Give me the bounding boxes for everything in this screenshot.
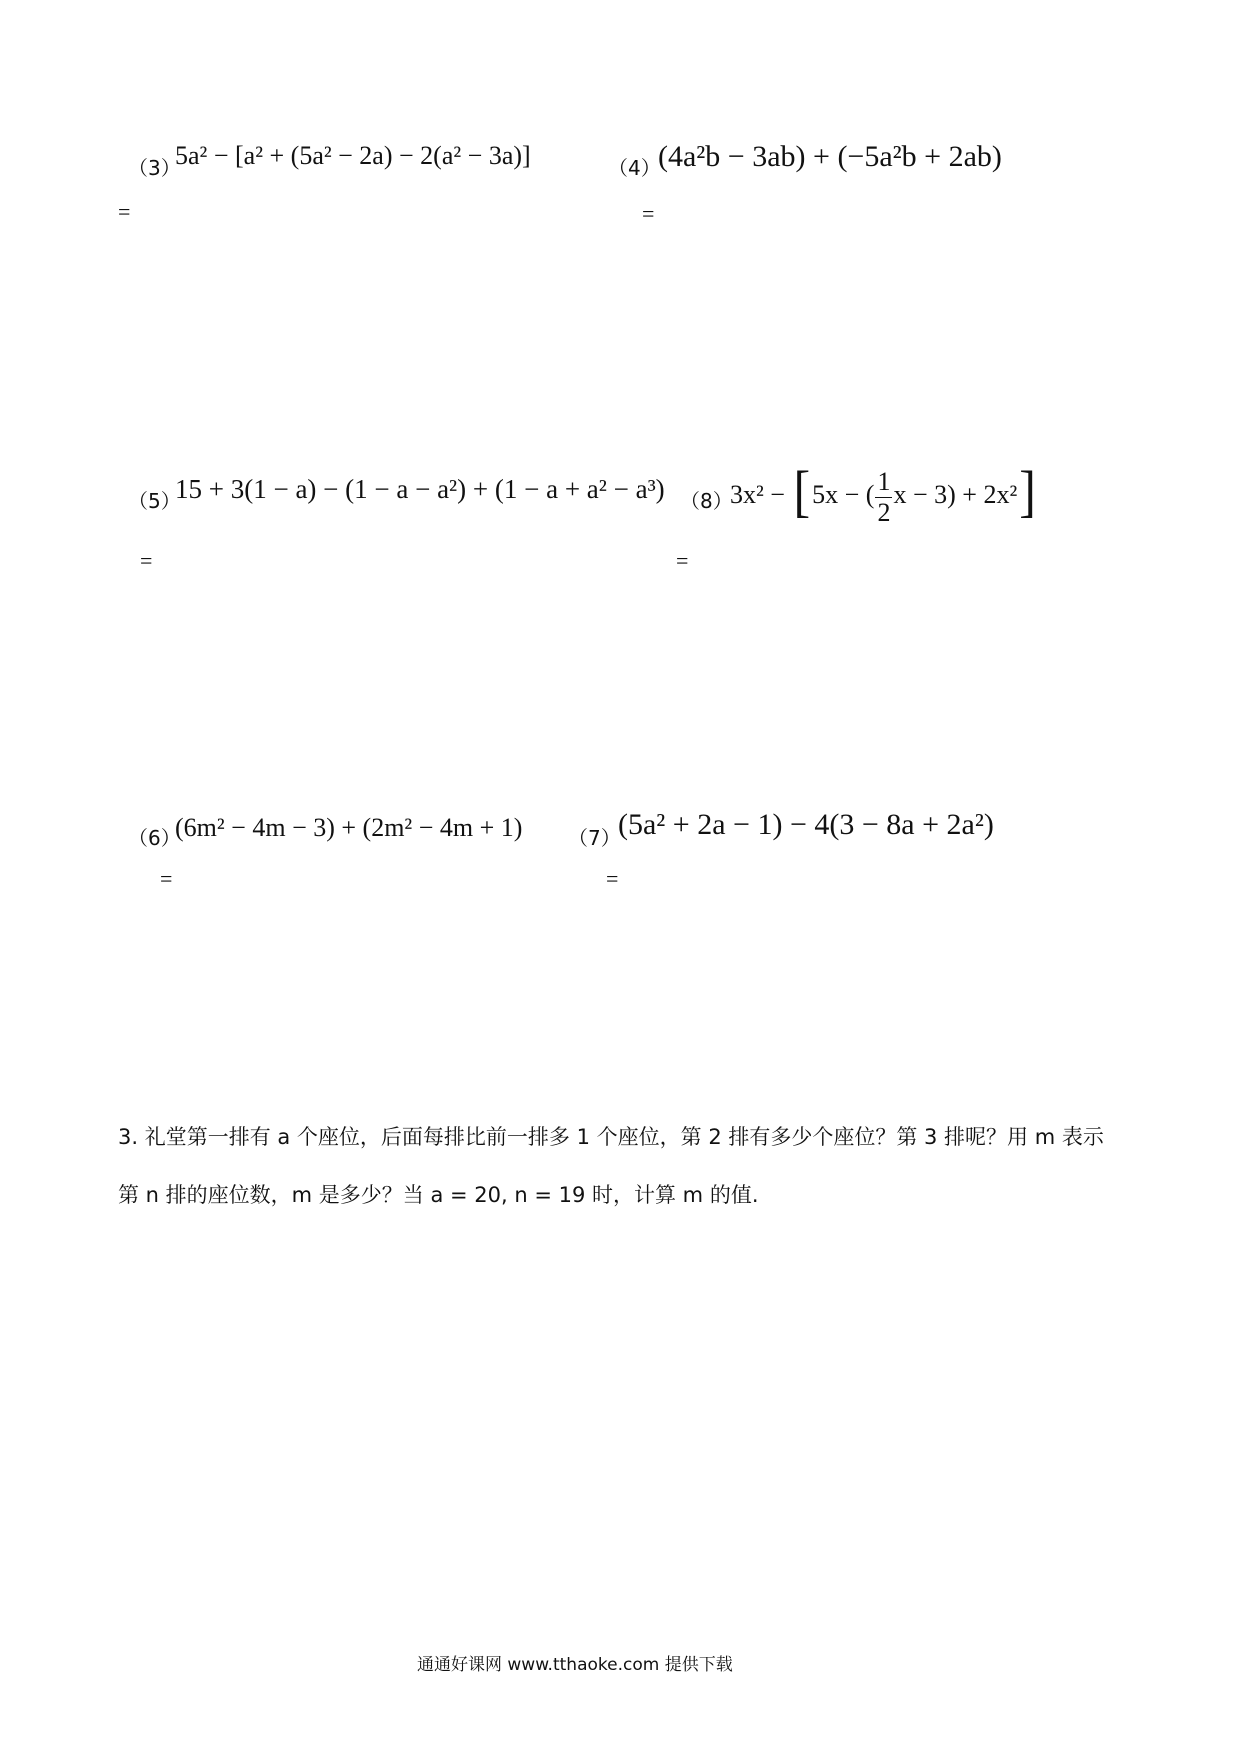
fraction-numerator: 1 [877,466,891,496]
problem-6-label: （6） [128,826,181,850]
problem-3-expression: 5a² − [a² + (5a² − 2a) − 2(a² − 3a)] [175,141,531,170]
problem-5-label: （5） [128,489,181,513]
problem-8-expr-pre: 3x² − [730,480,792,509]
problem-7-equals: = [606,866,619,891]
problem-8-expr-post: x − 3) + 2x² [893,480,1018,509]
problem-4-label: （4） [608,156,661,180]
problem-3-label: （3） [128,156,181,180]
problem-8-equals: = [676,548,689,573]
problem-6-expression: (6m² − 4m − 3) + (2m² − 4m + 1) [175,813,523,842]
problem-5-expression: 15 + 3(1 − a) − (1 − a − a²) + (1 − a + a² − a³) [175,474,665,504]
right-bracket: ] [1019,458,1036,524]
problem-7-expression: (5a² + 2a − 1) − 4(3 − 8a + 2a²) [618,808,994,841]
question-3-text: 3. 礼堂第一排有 a 个座位，后面每排比前一排多 1 个座位，第 2 排有多少个座位？第 3 排呢？用 m 表示第 n 排的座位数，m 是多少？当 a = 20, n = 19 时，计算 m 的值. [118,1125,1104,1207]
problem-8-expression [730,458,1038,527]
problem-8-label: （8） [680,489,733,513]
problem-3-equals: = [118,199,131,224]
problem-4-equals: = [642,201,655,226]
footer-credit: 通通好课网 www.tthaoke.com 提供下载 [417,1655,733,1675]
fraction-denominator: 2 [877,497,891,527]
left-bracket: [ [793,458,811,524]
problem-6-equals: = [160,866,173,891]
problem-4-expression: (4a²b − 3ab) + (−5a²b + 2ab) [658,140,1002,173]
fraction [875,466,892,527]
problem-5-equals: = [140,548,153,573]
problem-8-expr-mid: 5x − ( [812,480,875,509]
problem-7-label: （7） [568,826,621,850]
